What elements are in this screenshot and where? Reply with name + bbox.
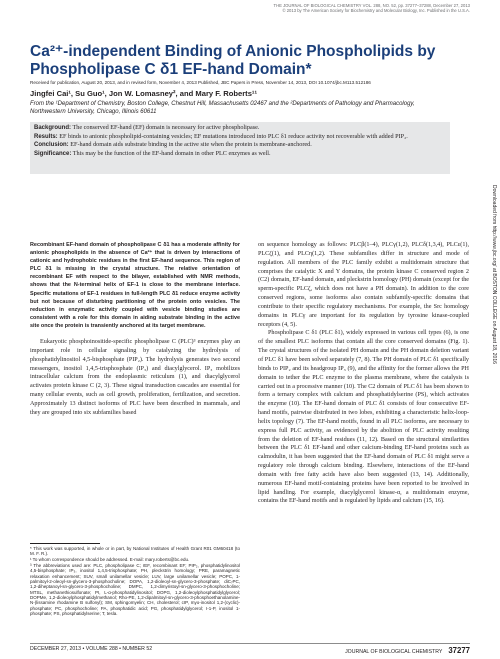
download-notice: Downloaded from http://www.jbc.org/ at BOSTON COLLEGE on August 18, 2016 xyxy=(491,185,497,364)
abstract-significance: Significance: This may be the function of the EF-hand domain in other PLC enzymes as well. xyxy=(34,149,271,157)
header-line-2: © 2013 by The American Society for Biochemistry and Molecular Biology, Inc. Published in the U.S.A. xyxy=(282,8,470,14)
footer-rule xyxy=(30,643,470,644)
right-column xyxy=(258,241,469,506)
abstract-conclusion: Conclusion: EF-hand domain aids substrate binding in the active site when the protein is membrane-anchored. xyxy=(34,141,312,149)
structured-abstract xyxy=(30,122,450,174)
abstract-background: Background: The conserved EF-hand (EF) domain is necessary for active phospholipase. xyxy=(34,124,260,131)
download-sidebar xyxy=(487,185,497,505)
body-paragraph-1: on sequence homology as follows: PLCβ(1–4), PLCγ(1,2), PLCδ(1,3,4), PLCε(1), PLCζ(1), and PLCη(1,2). These subfamilies differ in structure and mode of regulation. All members of the PLC family exhibit a multidomain structure that comprises the catalytic X and Y domains, the protein kinase C conserved region 2 (C2) domain, EF-hand domain, and pleckstrin homology (PH) domain (except for the sperm-specific PLCζ, which does not have a PH domain). In addition to the core conserved regions, some isoforms also contain subfamily-specific domains that contribute to their specific regulatory mechanisms. For example, the Src homology domains in PLCγ are important for its regulation by tyrosine kinase-coupled receptors (4, 5). xyxy=(258,242,469,328)
footnotes xyxy=(30,546,240,617)
received-dates: Received for publication, August 20, 2013, and in revised form, November 4, 2013 Published, JBC Papers in Press, November 14, 2013, DOI 10.1074/jbc.M113.512186 xyxy=(30,80,371,85)
page-number: 37277 xyxy=(448,646,470,655)
footer-journal-name: JOURNAL OF BIOLOGICAL CHEMISTRY xyxy=(345,649,443,655)
affiliations: From the ¹Department of Chemistry, Boston College, Chestnut Hill, Massachusetts 02467 and the ²Departments of Pathology and Pharmacology, Northwestern University, Chicago, Illinois 60611 xyxy=(30,101,415,115)
author-list: Jingfei Cai¹, Su Guo¹, Jon W. Lomasney², and Mary F. Roberts¹¹ xyxy=(30,89,257,98)
header-line-1: THE JOURNAL OF BIOLOGICAL CHEMISTRY VOL. 288, NO. 52, pp. 37277–37288, December 27, 2013 xyxy=(273,3,470,8)
abstract-results: Results: EF binds to anionic phospholipid-containing vesicles; EF mutations introduced into PLC δ1 reduce activity not recoverable with added PIP₂. xyxy=(34,132,408,140)
footnote-abbreviations: ³ The abbreviations used are: PLC, phospholipase C; rEF, recombinant EF; PIP₂, phosphatidylinositol 4,5-bisphosphate; IP₃, inositol 1,4,5-trisphosphate; PH, pleckstrin homology; PRE, paramagnetic relaxation enhancement; SUV, small unilamellar vesicle; LUV, large unilamellar vesicle; POPC, 1-palmitoyl-2-oleoyl-sn-glycero-3-phosphocholine; DOPA, 1,2-dioleoyl-sn-glycero-3-phosphate; diC₇PC, 1,2-diheptanoyl-sn-glycero-3-phosphocholine; DMPC, 1,2-dimyristoyl-sn-glycero-3-phosphocholine; MTSL, methanethiosulfonate; PI, L-α-phosphatidylinositol; DOPG, 1,2-dioleoylphosphatidylglycerol; DOPMe, 1,2-dioleoylphosphatidylmethanol; Rho-PE, 1,2-dipalmitoyl-sn-glycero-3-phosphoethanolamine-N-(lissamine rhodamine B sulfonyl); SM, sphingomyelin; CH, cholesterol; cIP, myo-inositol 1,2-(cyclic)-phosphate; PC, phosphocholine; PA, phosphatidic acid; PG, phosphatidylglycerol; I-1-P, inositol 1-phosphate; PS, phosphatidylserine; T, tesla. xyxy=(30,563,240,617)
title-line-1: Ca²⁺-independent Binding of Anionic Phospholipids by xyxy=(30,43,436,60)
summary-paragraph: Recombinant EF-hand domain of phospholipase C δ1 has a moderate affinity for anionic phospholipids in the absence of Ca²⁺ that is driven by interactions of cationic and hydrophobic residues in the first EF-hand sequence. This region of PLC δ1 is missing in the crystal structure. The relative orientation of recombinant EF with respect to the bilayer, established with NMR methods, shows that the N-terminal helix of EF-1 is close to the membrane interface. Specific mutations of EF-1 residues in full-length PLC δ1 reduce enzyme activity but not because of disturbing partitioning of the protein onto vesicles. The reduction in enzymatic activity coupled with vesicle binding studies are consistent with a role for this domain in aiding substrate binding in the active site once the protein is transiently anchored at its target membrane. xyxy=(30,242,240,329)
footnote-correspondence: ¹ To whom correspondence should be addressed. E-mail: mary.roberts@bc.edu. xyxy=(30,557,190,563)
intro-paragraph: Eukaryotic phosphoinositide-specific phospholipase C (PLC)³ enzymes play an important role in cellular signaling by catalyzing the hydrolysis of phosphatidylinositol 4,5-bisphosphate (PIP₂). The hydrolysis generates two second messengers, inositol 1,4,5-trisphosphate (IP₃) and diacylglycerol. IP₃ mobilizes intracellular calcium from the endoplasmic reticulum (1), and diacylglycerol activates protein kinase C (2, 3). These signal transduction cascades are essential for many cellular events, such as cell growth, proliferation, fertilization, and secretion. Approximately 13 distinct isoforms of PLC have been described in mammals, and they are grouped into six subfamilies based xyxy=(30,339,240,416)
footnote-funding: * This work was supported, in whole or in part, by National Institutes of Health Grant R01 GM60418 (to M. F. R.). xyxy=(30,546,240,557)
footer-journal xyxy=(345,646,470,655)
footnote-rule xyxy=(30,543,100,544)
footer-issue: DECEMBER 27, 2013 • VOLUME 288 • NUMBER 52 xyxy=(30,646,153,652)
left-column xyxy=(30,241,240,418)
title-line-2: Phospholipase C δ1 EF-hand Domain* xyxy=(30,60,312,78)
journal-header xyxy=(274,3,470,14)
body-paragraph-2: Phospholipase C δ1 (PLC δ1), widely expressed in various cell types (6), is one of the smallest PLC isoforms that contain all the core conserved domains (Fig. 1). The crystal structures of the isolated PH domain and the PH domain deletion variant of PLC δ1 have been solved separately (7, 8). The PH domain of PLC δ1 specifically binds to PIP₂ and its headgroup IP₃ (9), and the affinity for the former allows the PH domain to tether the PLC enzyme to the plasma membrane, where the catalysis is carried out in a processive manner (10). The C2 domain of PLC δ1 has been shown to form a ternary complex with calcium and phosphatidylserine (PS), which activates the enzyme (10). The EF-hand domain of PLC δ1 consists of four consecutive EF-hand motifs, pairwise distributed in two lobes, exhibiting a characteristic helix-loop-helix topology (7). The EF-hand motifs, found in all PLC isoforms, are necessary to express full PLC activity, as evidenced by the abolition of PLC activity resulting from the deletion of EF-hand residues (11, 12). Based on the structural similarities between the PLC δ1 EF-hand and other calcium-binding EF-hand proteins such as calmodulin, it has been suggested that the EF-hand domain of PLC δ1 might serve a regulatory role through calcium binding. Elsewhere, interactions of the EF-hand domain with free fatty acids have also been suggested (13, 14). Additionally, numerous EF-hand motif-containing proteins have been reported to be involved in lipid handling. For example, diacylglycerol kinase-α, a multidomain enzyme, contains the EF-hand motifs and is regulated by lipids and calcium (15, 16). xyxy=(258,330,470,505)
article-title xyxy=(30,43,450,78)
